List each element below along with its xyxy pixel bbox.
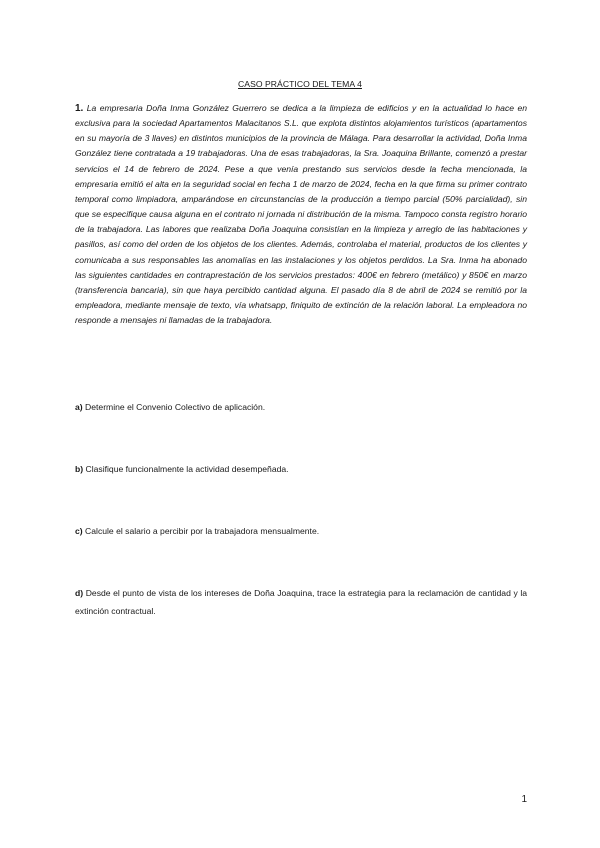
question-text: Clasifique funcionalmente la actividad desempeñada. [85,464,289,474]
page-number: 1 [521,794,527,805]
question-text: Determine el Convenio Colectivo de aplicación. [85,402,266,412]
question-letter: d) [75,588,84,598]
question-b [75,460,527,478]
question-c [75,522,527,540]
case-text: La empresaria Doña Inma González Guerrero se dedica a la limpieza de edificios y en la actualidad lo hace en exclusiva para la sociedad Apartamentos Malacitanos S.L. que explota distintos alojamientos turísticos (apartamentos en su mayoría de 3 llaves) en distintos municipios de la provincia de Málaga. Para desarrollar la actividad, Doña Inma González tiene contratada a 19 trabajadoras. Una de esas trabajadoras, la Sra. Joaquina Brillante, comenzó a prestar servicios el 14 de febrero de 2024. Pese a que venía prestando sus servicios desde la fecha mencionada, la empresaria emitió el alta en la seguridad social en fecha 1 de marzo de 2024, fecha en la que firma su primer contrato temporal como limpiadora, amparándose en circunstancias de la producción a tiempo parcial (50% parcialidad), sin que se especifique causa alguna en el contrato ni jornada ni distribución de la misma. Tampoco consta registro horario de la trabajadora. Las labores que realizaba Doña Joaquina consistían en la limpieza y arreglo de las habitaciones y pasillos, así como del orden de los objetos de los clientes. Además, controlaba el material, productos de los clientes y comunicaba a sus responsables las anomalías en las instalaciones y los objetos perdidos. La Sra. Inma ha abonado las siguientes cantidades en contraprestación de los servicios prestados: 400€ en febrero (metálico) y 850€ en marzo (transferencia bancaria), sin que haya percibido cantidad alguna. El pasado día 8 de abril de 2024 se remitió por la empleadora, mediante mensaje de texto, vía whatsapp, finiquito de extinción de la relación laboral. La empleadora no responde a mensajes ni llamadas de la trabajadora. [75,103,528,326]
question-text: Desde el punto de vista de los intereses de Doña Joaquina, trace la estrategia para la reclamación de cantidad y la extinción contractual. [75,588,528,616]
case-paragraph [75,101,527,328]
question-letter: a) [75,402,83,412]
case-number: 1. [75,103,84,114]
question-a [75,398,527,416]
question-letter: b) [75,464,84,474]
page-title: CASO PRÁCTICO DEL TEMA 4 [238,79,362,89]
question-text: Calcule el salario a percibir por la trabajadora mensualmente. [85,526,320,536]
question-letter: c) [75,526,83,536]
question-d [75,584,527,620]
